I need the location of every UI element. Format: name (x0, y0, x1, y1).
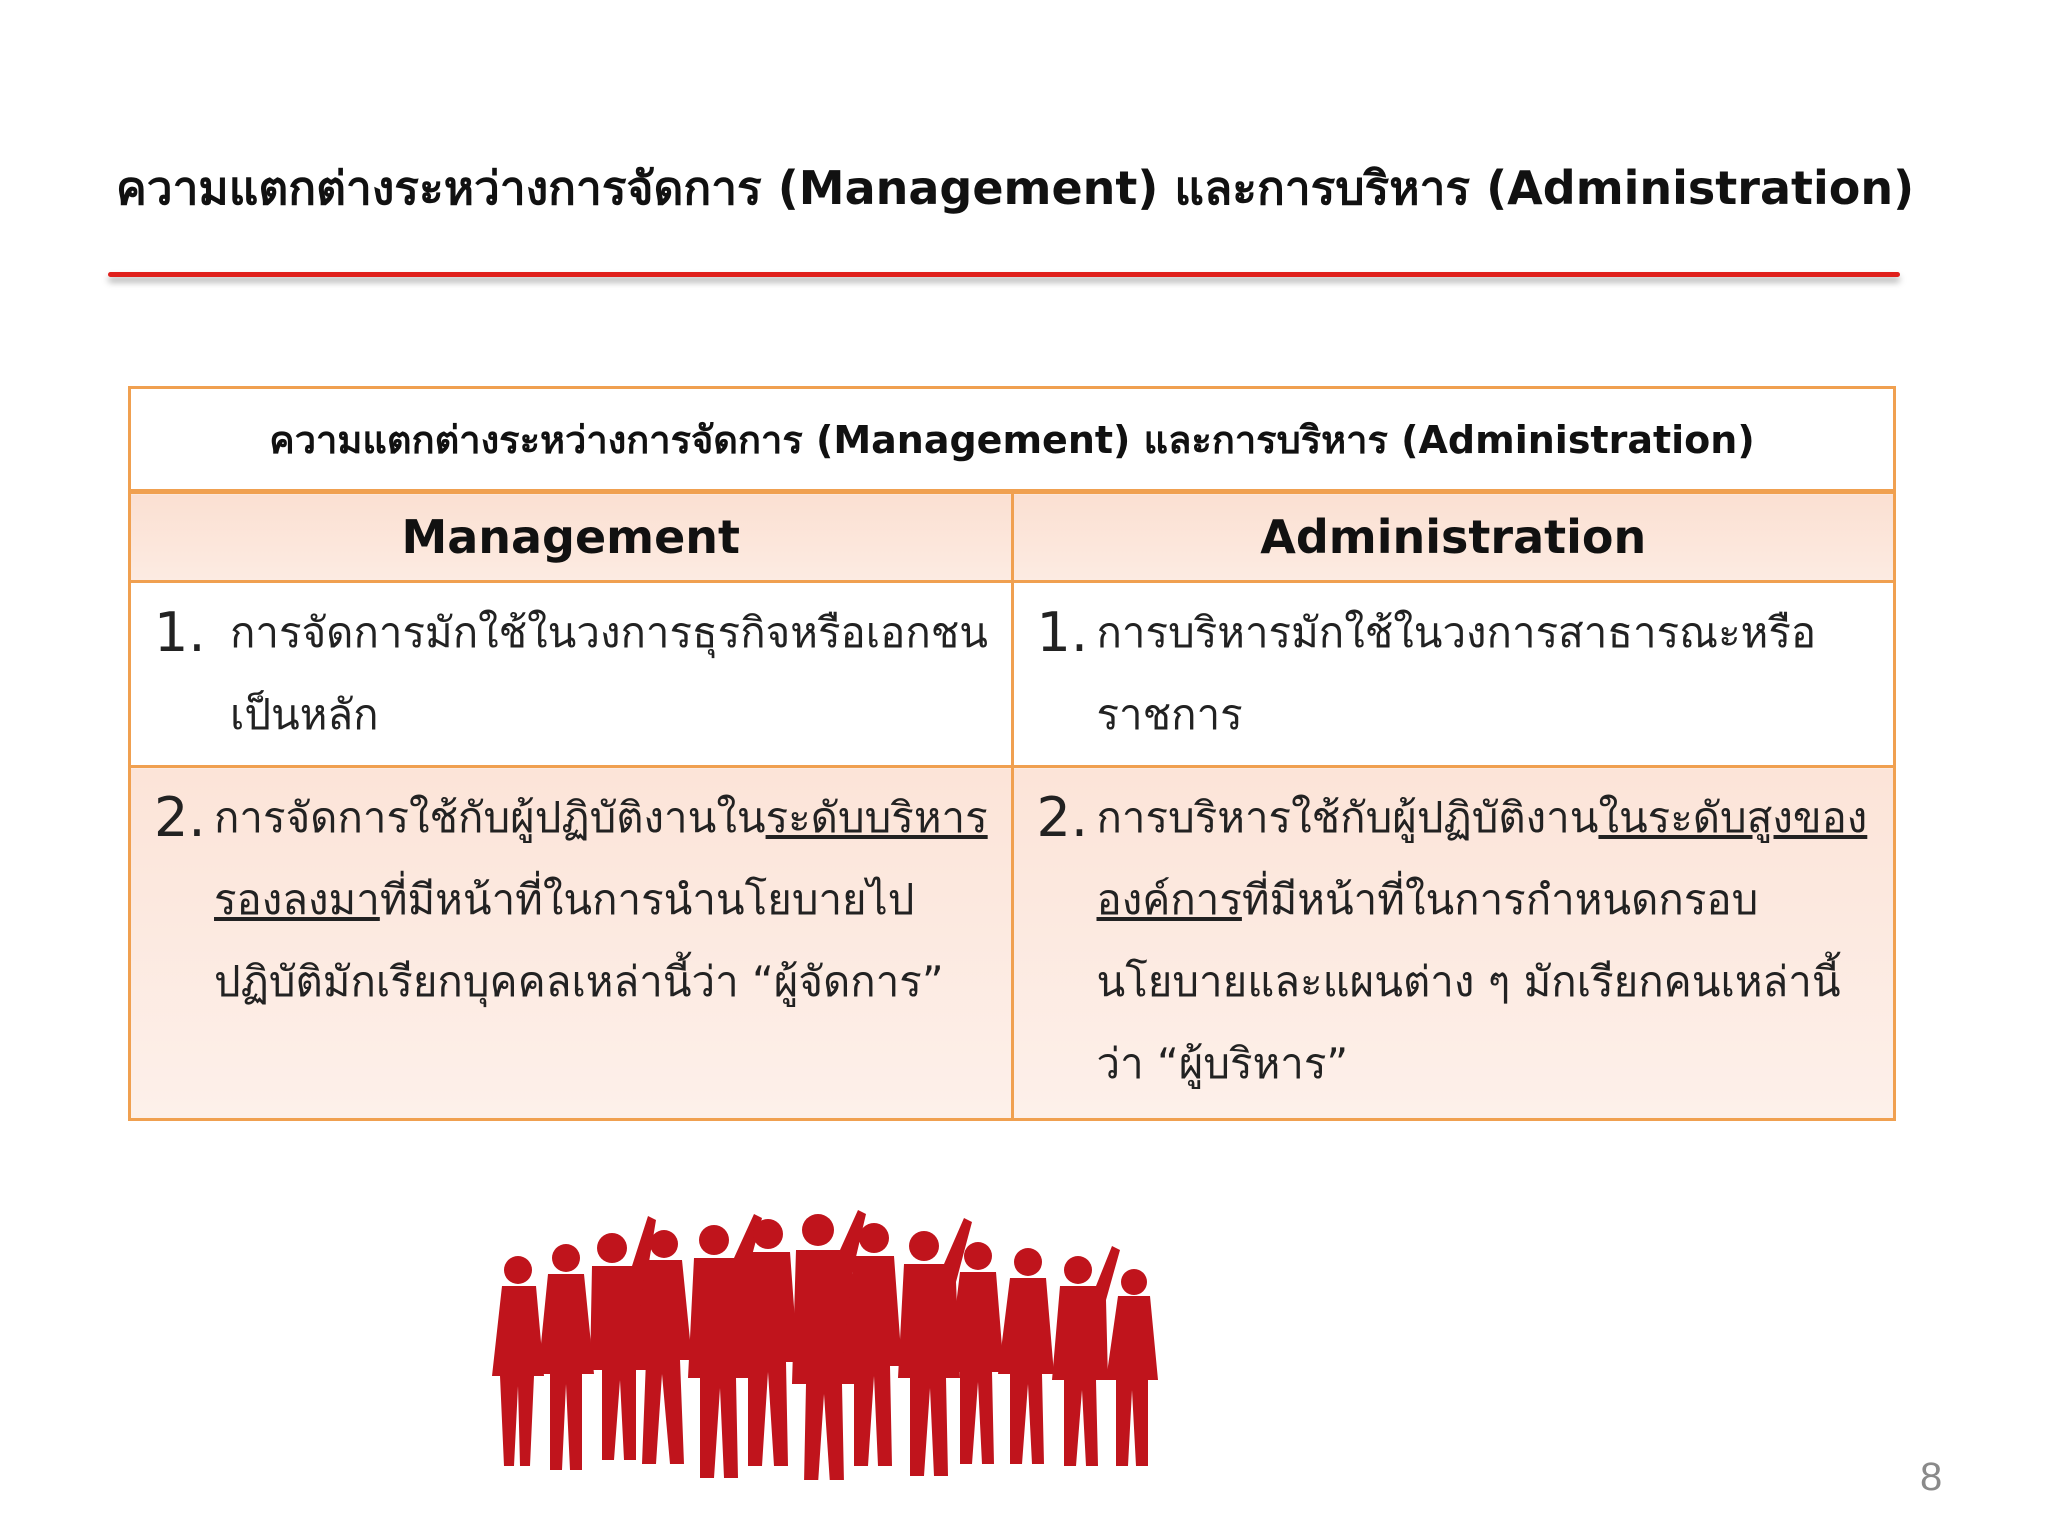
administration-cell-2 (1012, 767, 1895, 1120)
column-header-administration: Administration (1012, 492, 1895, 582)
administration-cell-1 (1012, 582, 1895, 767)
item-number: 1. (1036, 601, 1089, 664)
crowd-silhouette-icon (488, 1200, 1188, 1480)
table-row (130, 582, 1895, 767)
text-segment: ที่มีหน้าที่ในการกำหนดกรอบนโยบายและแผนต่าง ๆ มักเรียกคนเหล่านี้ว่า “ผู้บริหาร” (1096, 875, 1841, 1088)
item-number: 2. (1036, 786, 1089, 849)
administration-text-1: การบริหารมักใช้ในวงการสาธารณะหรือราชการ (1096, 608, 1817, 739)
administration-text-2 (1097, 777, 1875, 1105)
slide-title: ความแตกต่างระหว่างการจัดการ (Management) และการบริหาร (Administration) (116, 161, 1915, 215)
table-caption: ความแตกต่างระหว่างการจัดการ (Management) และการบริหาร (Administration) (130, 388, 1895, 492)
item-number: 1. (154, 601, 206, 664)
management-text-1: การจัดการมักใช้ในวงการธุรกิจหรือเอกชนเป็นหลัก (230, 608, 988, 739)
column-header-management: Management (130, 492, 1013, 582)
text-segment: การจัดการใช้กับผู้ปฏิบัติงานใน (214, 793, 766, 842)
underlined-phrase: ในระดับสูงขององค์การ (1096, 793, 1868, 924)
underlined-phrase: ระดับบริหารรองลงมา (214, 793, 988, 924)
management-cell-2 (130, 767, 1013, 1120)
management-text-2 (214, 777, 992, 1023)
text-segment: การบริหารใช้กับผู้ปฏิบัติงาน (1096, 793, 1599, 842)
title-divider (108, 272, 1900, 277)
table-row (130, 767, 1895, 1120)
management-cell-1 (130, 582, 1013, 767)
item-number: 2. (154, 786, 206, 849)
page-number: 8 (1920, 1455, 1943, 1499)
comparison-table (128, 386, 1896, 1121)
text-segment: ที่มีหน้าที่ในการนำนโยบายไปปฏิบัติมักเรียกบุคคลเหล่านี้ว่า “ผู้จัดการ” (214, 875, 944, 1006)
